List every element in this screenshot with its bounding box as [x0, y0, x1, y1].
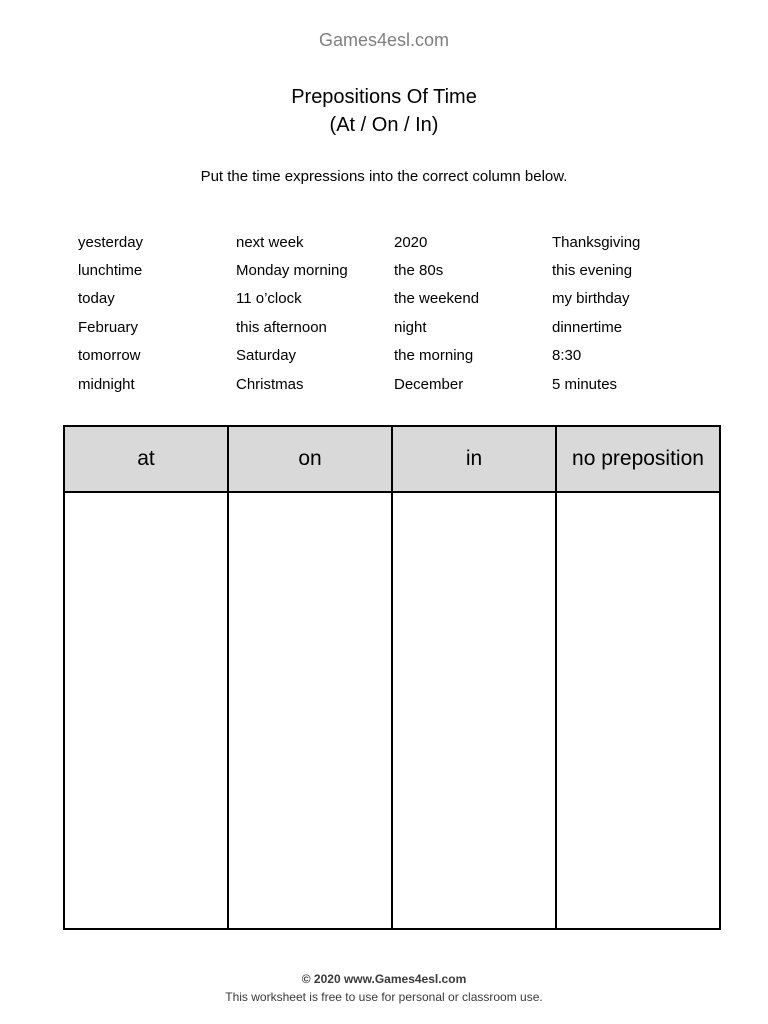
word-bank-item: dinnertime [552, 318, 623, 336]
answer-cell-no-preposition[interactable] [556, 492, 720, 929]
footer-note: This worksheet is free to use for personal or classroom use. [225, 990, 543, 1004]
column-header-in: in [392, 426, 556, 492]
word-bank-item: this evening [552, 262, 633, 280]
word-bank-item: Monday morning [236, 262, 348, 280]
word-bank-item: today [78, 290, 115, 308]
word-bank-item: 2020 [394, 233, 428, 251]
answer-table-row [64, 492, 720, 929]
answer-cell-on[interactable] [228, 492, 392, 929]
answer-cell-at[interactable] [64, 492, 228, 929]
word-bank-item: next week [236, 233, 304, 251]
word-bank-item: December [394, 375, 464, 393]
word-bank-item: the morning [394, 347, 474, 365]
word-bank-item: February [78, 318, 139, 336]
answer-table [63, 425, 721, 930]
title-line-2: (At / On / In) [329, 114, 439, 136]
footer [0, 970, 768, 1006]
word-bank-item: 11 o’clock [236, 290, 302, 308]
word-bank-item: 5 minutes [552, 375, 618, 393]
footer-copyright: © 2020 www.Games4esl.com [301, 972, 467, 986]
answer-cell-in[interactable] [392, 492, 556, 929]
word-bank-item: my birthday [552, 290, 630, 308]
column-header-no-preposition: no preposition [556, 426, 720, 492]
word-bank-item: tomorrow [78, 347, 141, 365]
word-bank-item: Christmas [236, 375, 304, 393]
worksheet-title [0, 83, 768, 139]
word-bank-item: Saturday [236, 347, 297, 365]
word-bank-item: yesterday [78, 233, 144, 251]
word-bank-item: Thanksgiving [552, 233, 641, 251]
word-bank-item: night [394, 318, 427, 336]
word-bank-item: the weekend [394, 290, 480, 308]
title-line-1: Prepositions Of Time [291, 86, 477, 108]
site-header: Games4esl.com [318, 30, 450, 50]
word-bank-item: midnight [78, 375, 135, 393]
word-bank-item: lunchtime [78, 262, 143, 280]
word-bank-item: the 80s [394, 262, 444, 280]
column-header-at: at [64, 426, 228, 492]
word-bank-item: 8:30 [552, 347, 582, 365]
answer-table-header-row [64, 426, 720, 492]
word-bank-item: this afternoon [236, 318, 327, 336]
column-header-on: on [228, 426, 392, 492]
instructions: Put the time expressions into the correct column below. [200, 168, 568, 185]
word-bank [78, 228, 718, 398]
